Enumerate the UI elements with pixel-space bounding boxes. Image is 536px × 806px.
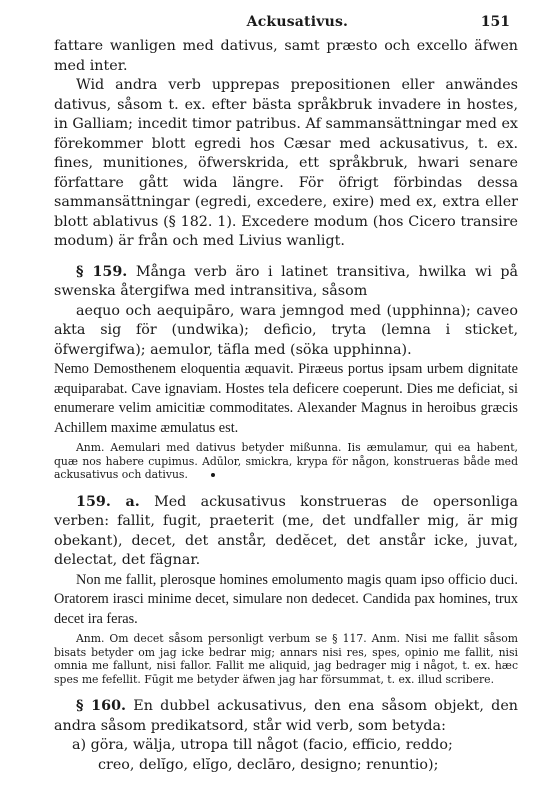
section-160-heading: § 160.	[76, 698, 126, 714]
section-159-examples: aequo och aequipāro, wara jemngod med (upphinna); caveo akta sig för (undwika); deficio, tryta (lemna i sticket, öfwergifwa); aemulor, täfla med (söka upphinna).	[54, 302, 518, 358]
paragraph-other-verbs: Wid andra verb upprepas prepositionen eller anwändes dativus, såsom t. ex. efter bästa språkbruk invadere in hostes, in Galliam; incedit timor patribus. Af sammansättningar med ex förekommer blott egredi hos Cæsar med ackusativus, t. ex. fines, munitiones, öfwerskrida, ett språkbruk, hwari senare författare gått wida längre. För öfrigt förbindas dessa sammansättningar (egredi, excedere, exire) med ex, extra eller blott ablativus (§ 182. 1). Excedere modum (hos Cicero transire modum) är från och med Livius wanligt.	[54, 77, 518, 249]
section-160-text: En dubbel ackusativus, den ena såsom objekt, den andra såsom predikatsord, står wid verb, som betyda:	[54, 698, 518, 734]
running-header	[54, 14, 518, 30]
section-159-text: Många verb äro i latinet transitiva, hwilka wi på swenska återgifwa med intransitiva, såsom	[54, 263, 519, 299]
section-159a-heading: 159. a.	[76, 493, 140, 510]
list-item-a: a) göra, wälja, utropa till något (facio, efficio, reddo;	[72, 737, 453, 753]
bullet-dot	[211, 473, 215, 477]
page-number: 151	[480, 14, 510, 30]
section-159a-text: Med ackusativus konstrueras de opersonliga verben: fallit, fugit, praeterit (me, det undfaller mig, är mig obekant), decet, det anstår, dedĕcet, det anstår icke, juvat, delectat, det fägnar.	[54, 493, 519, 568]
section-159-latin-examples: Nemo Demosthenem eloquentia æquavit. Piræeus portus ipsam urbem dignitate æquiparabat. Cave ignaviam. Hostes tela deficere coeperunt. Dies me deficiat, si enumerare velim amicitiæ commoditates. Alexander Magnus in heroibus græcis Achillem maxime æmulatus est.	[54, 361, 518, 436]
section-159-note	[54, 441, 518, 482]
paragraph-continuation: fattare wanligen med dativus, samt præsto och excello äfwen med inter.	[54, 38, 518, 74]
running-title: Ackusativus.	[246, 14, 349, 30]
section-160	[54, 697, 518, 736]
section-159-heading: § 159.	[76, 263, 128, 280]
section-159a	[54, 493, 518, 571]
section-159	[54, 263, 518, 302]
section-160-list	[54, 736, 518, 775]
section-159a-note: Anm. Om decet såsom personligt verbum se § 117. Anm. Nisi me fallit såsom bisats betyder om jag icke bedrar mig; annars nisi res, spes, opinio me fallit, nisi omnia me fallunt, nisi fallor. Fallit me aliquid, jag bedrager mig i något, t. ex. hæc spes me fefellit. Fūgit me betyder äfwen jag har försummat, t. ex. illud scribere.	[54, 632, 518, 686]
section-159-note-text: Anm. Aemulari med dativus betyder mißunna. Iis æmulamur, qui ea habent, quæ nos habere cupimus. Adūlor, smickra, krypa för någon, konstrueras både med ackusativus och dativus.	[54, 441, 518, 481]
list-item-a-continuation: creo, delĭgo, elĭgo, declāro, designo; renuntio);	[98, 756, 439, 773]
section-159a-latin-examples: Non me fallit, plerosque homines emolumento magis quam ipso officio duci. Oratorem irasci minime decet, simulare non dedecet. Candida pax homines, trux decet ira feras.	[54, 571, 518, 627]
